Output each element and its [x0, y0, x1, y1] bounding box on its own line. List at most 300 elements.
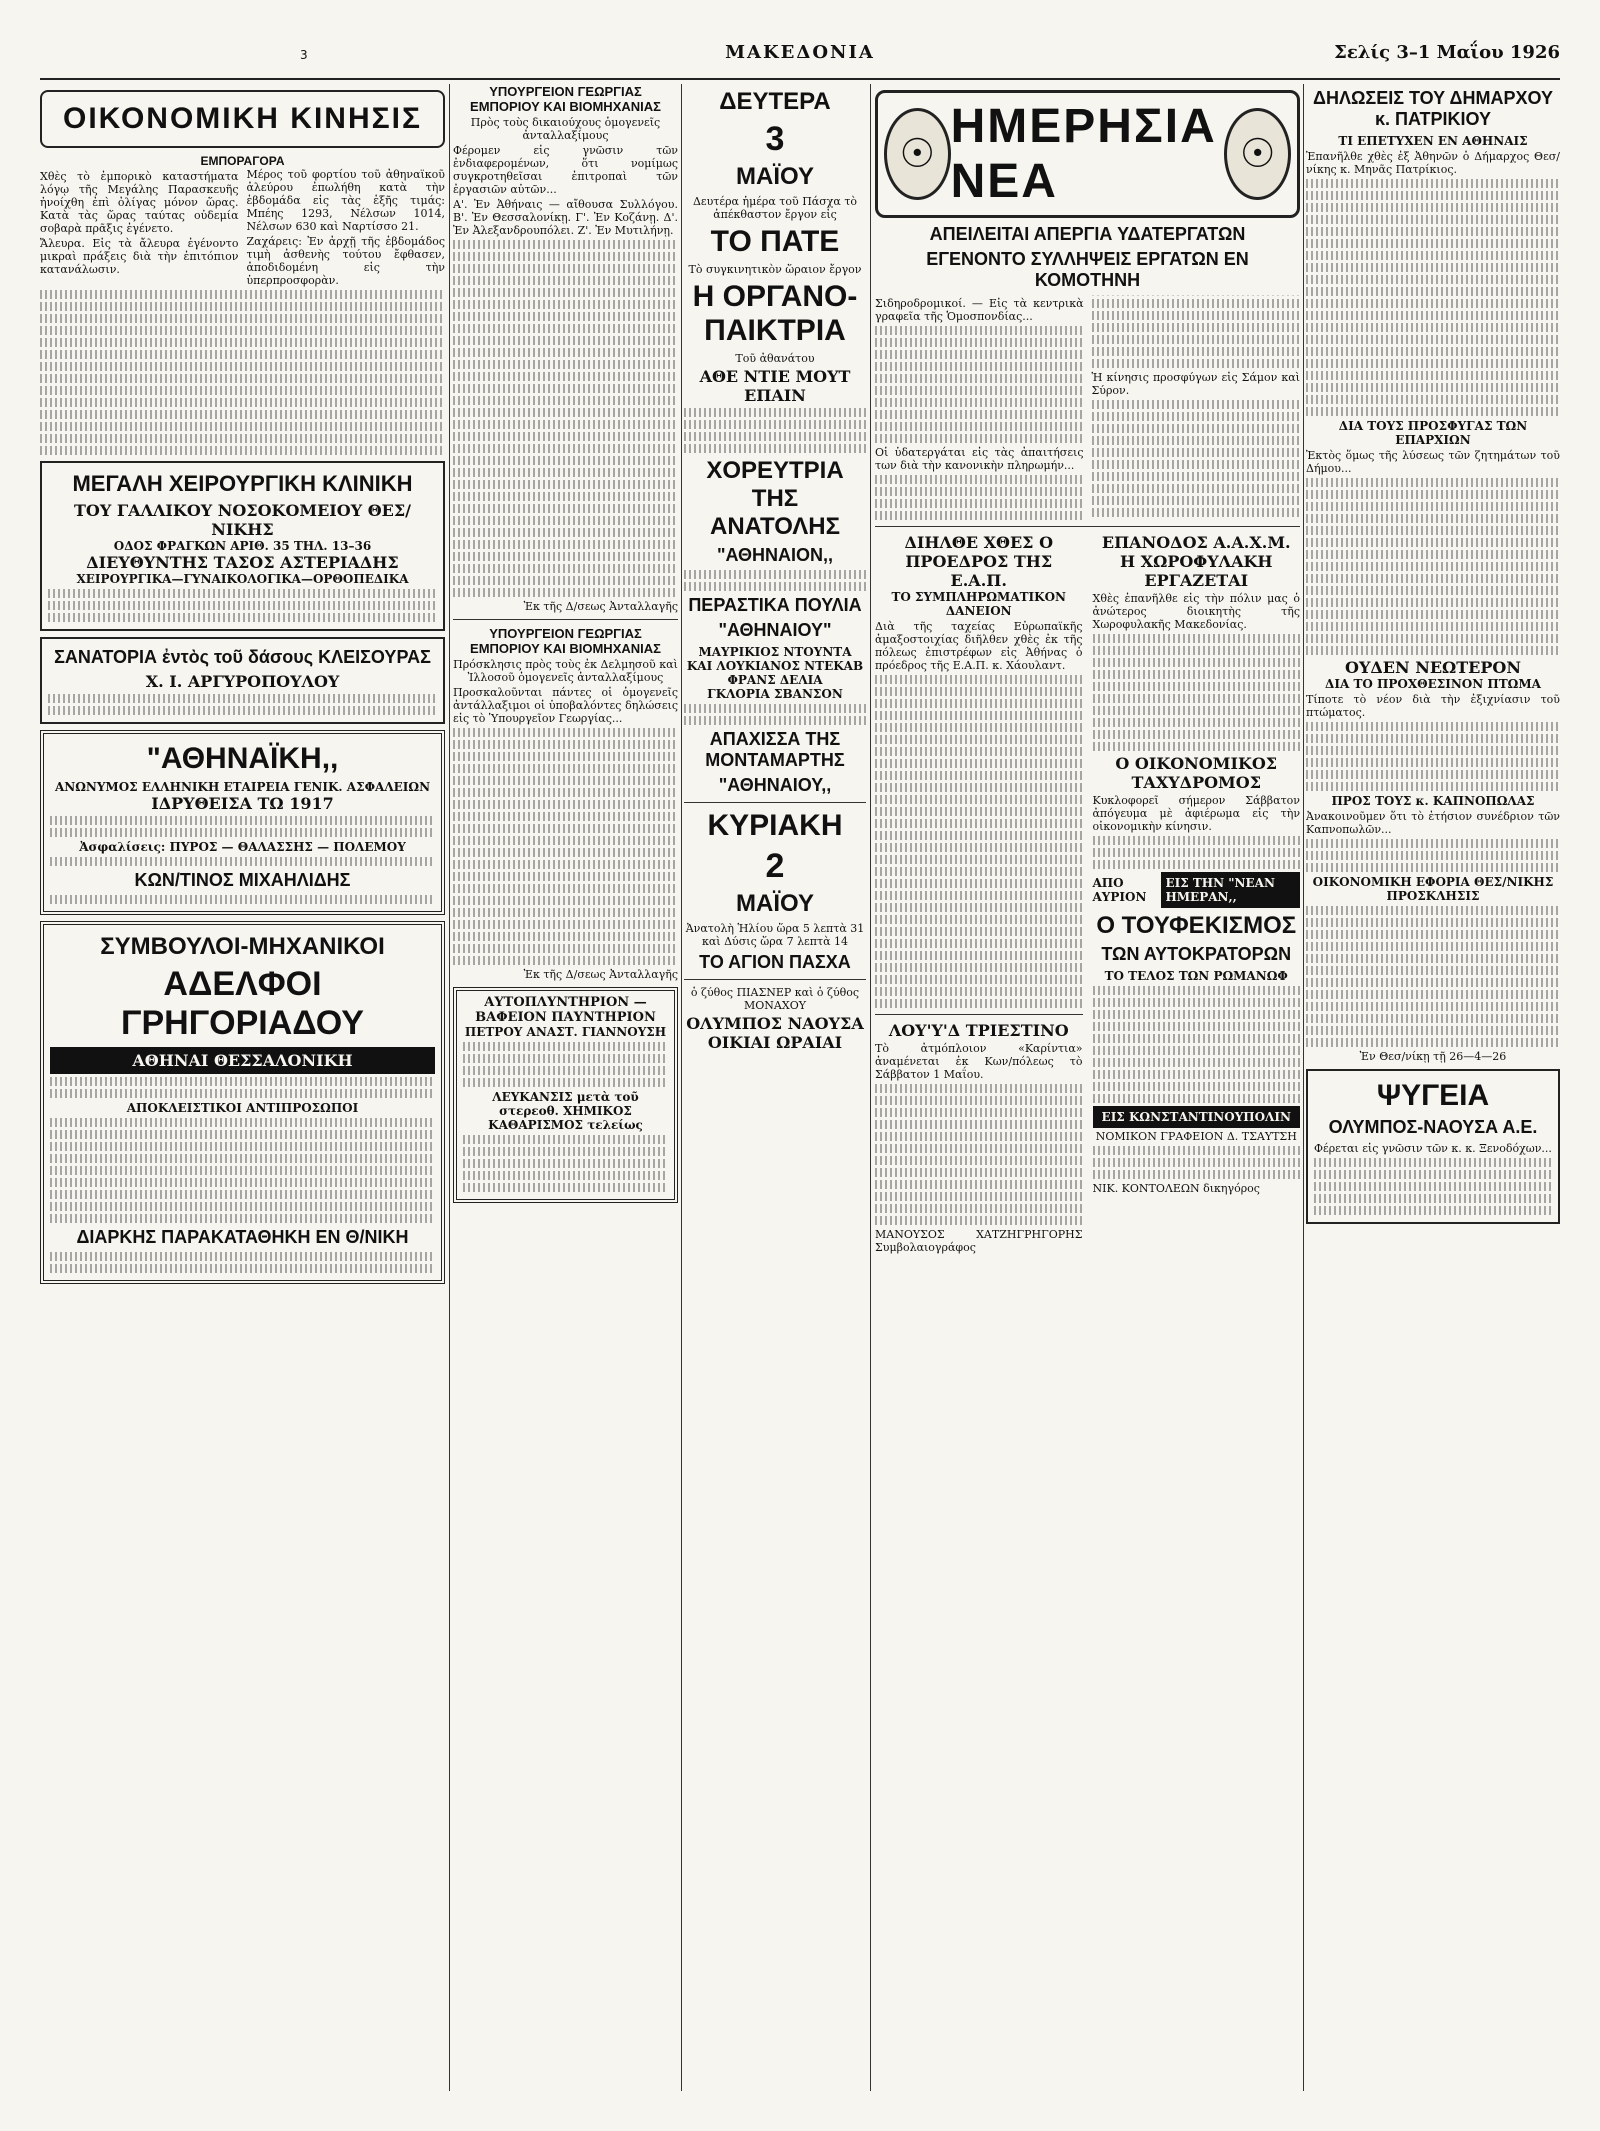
text-line-placeholder	[453, 776, 678, 785]
text-line-placeholder	[1092, 424, 1301, 433]
text-line-placeholder	[1306, 562, 1560, 571]
tobacco-text: Ἀνακοινοῦμεν ὅτι τὸ ἐτήσιον συνέδριον τῶν Καπνοπωλῶν...	[1306, 810, 1560, 836]
text-line-placeholder	[453, 836, 678, 845]
text-line-placeholder	[875, 807, 1083, 816]
film-choreftria: ΧΟΡΕΥΤΡΙΑ ΤΗΣ ΑΝΑΤΟΛΗΣ	[706, 457, 844, 540]
news-text: Οἱ ὑδατεργάται εἰς τὰς ἀπαιτήσεις των διὰ τὴν κανονικὴν πληρωμήν...	[875, 446, 1084, 472]
text-line-placeholder	[875, 350, 1084, 359]
text-line-placeholder	[50, 1166, 435, 1175]
text-line-placeholder	[50, 1130, 435, 1139]
text-line-placeholder	[1093, 1010, 1301, 1019]
text-line-placeholder	[48, 589, 437, 598]
column-rule	[870, 84, 871, 2091]
cinema-text: Δευτέρα ἡμέρα τοῦ Πάσχα τὸ ἀπέκθαστον ἔργον εἰς	[692, 195, 858, 221]
tax-office-subheadline: ΠΡΟΣΚΛΗΣΙΣ	[1386, 889, 1480, 903]
column-rule	[1303, 84, 1304, 2091]
text-line-placeholder	[463, 1171, 668, 1180]
text-line-placeholder	[453, 824, 678, 833]
refugees-headline: ΔΙΑ ΤΟΥΣ ΠΡΟΣΦΥΓΑΣ ΤΩΝ ΕΠΑΡΧΙΩΝ	[1338, 419, 1528, 447]
text-line-placeholder	[50, 1264, 435, 1273]
sanatorium-title: ΣΑΝΑΤΟΡΙΑ ἐντὸς τοῦ δάσους ΚΛΕΙΣΟΥΡΑΣ	[54, 647, 431, 667]
text-line-placeholder	[1093, 658, 1301, 667]
news-headline: ΔΙΗΛΘΕ ΧΘΕΣ Ο ΠΡΟΕΔΡΟΣ ΤΗΣ Ε.Α.Π.	[904, 532, 1053, 590]
text-line-placeholder	[1306, 526, 1560, 535]
text-line-placeholder	[875, 687, 1083, 696]
text-line-placeholder	[40, 338, 445, 347]
text-line-placeholder	[875, 759, 1083, 768]
text-line-placeholder	[453, 764, 678, 773]
text-line-placeholder	[875, 362, 1084, 371]
text-line-placeholder	[1092, 311, 1301, 320]
text-line-placeholder	[1093, 670, 1301, 679]
text-line-placeholder	[1093, 1158, 1301, 1167]
text-line-placeholder	[875, 1204, 1083, 1213]
text-line-placeholder	[875, 939, 1083, 948]
text-line-placeholder	[453, 276, 678, 285]
text-line-placeholder	[1306, 191, 1560, 200]
text-line-placeholder	[1092, 460, 1301, 469]
text-line-placeholder	[40, 326, 445, 335]
text-line-placeholder	[875, 386, 1084, 395]
news-headline: ΛΟΥ'Υ'Δ ΤΡΙΕΣΤΙΝΟ	[888, 1020, 1069, 1040]
text-line-placeholder	[463, 1183, 668, 1192]
text-line-placeholder	[1306, 906, 1560, 915]
clinic-departments: ΧΕΙΡΟΥΡΓΙΚΑ—ΓΥΝΑΙΚΟΛΟΓΙΚΑ—ΟΡΘΟΠΕΔΙΚΑ	[76, 572, 409, 586]
sanatorium-owner: Χ. Ι. ΑΡΓΥΡΟΠΟΥΛΟΥ	[145, 672, 340, 691]
text-line-placeholder	[453, 456, 678, 465]
text-line-placeholder	[875, 1108, 1083, 1117]
text-line-placeholder	[453, 920, 678, 929]
text-line-placeholder	[875, 987, 1083, 996]
text-line-placeholder	[1306, 335, 1560, 344]
fridge-text: Φέρεται εἰς γνῶσιν τῶν κ. κ. Ξενοδόχων...	[1314, 1142, 1552, 1155]
text-line-placeholder	[48, 601, 437, 610]
text-line-placeholder	[875, 487, 1084, 496]
text-line-placeholder	[453, 372, 678, 381]
text-line-placeholder	[453, 264, 678, 273]
text-line-placeholder	[1092, 335, 1301, 344]
laundry-title: ΑΥΤΟΠΛΥΝΤΗΡΙΟΝ — ΒΑΦΕΙΟΝ ΠΑΥΝΤΗΡΙΟΝ	[475, 995, 656, 1025]
text-line-placeholder	[875, 723, 1083, 732]
ministry-signoff-2: Ἐκ τῆς Δ/σεως Ἀνταλλαγῆς	[523, 968, 678, 981]
text-line-placeholder	[453, 740, 678, 749]
text-line-placeholder	[453, 504, 678, 513]
news-headline: ΕΓΕΝΟΝΤΟ ΣΥΛΛΗΨΕΙΣ ΕΡΓΑΤΩΝ ΕΝ ΚΟΜΟΤΗΝΗ	[926, 249, 1249, 290]
paper-name: ΜΑΚΕΔΟΝΙΑ	[725, 42, 875, 63]
text-line-placeholder	[1306, 863, 1560, 872]
text-line-placeholder	[1306, 347, 1560, 356]
text-line-placeholder	[453, 884, 678, 893]
text-line-placeholder	[453, 728, 678, 737]
text-line-placeholder	[1314, 1158, 1552, 1167]
text-line-placeholder	[453, 336, 678, 345]
ministry-text: Α'. Ἐν Ἀθήναις — αἴθουσα Συλλόγου. Β'. Ἐν Θεσσαλονίκῃ. Γ'. Ἐν Κοζάνῃ. Δ'. Ἐν Ἀλεξανδρουπόλει. Ζ'. Ἐν Μυτιλήνῃ.	[453, 198, 678, 237]
text-line-placeholder	[1306, 275, 1560, 284]
text-line-placeholder	[1093, 1022, 1301, 1031]
film-author: ΑΘΕ ΝΤΙΕ ΜΟΥΤ ΕΠΑΙΝ	[699, 367, 851, 405]
text-line-placeholder	[1306, 782, 1560, 791]
text-line-placeholder	[40, 362, 445, 371]
text-line-placeholder	[1092, 347, 1301, 356]
article-text: Χθὲς τὸ ἐμπορικὸ καταστήματα λόγῳ τῆς Μεγάλης Παρασκευῆς ἠνοίχθη ἐπὶ ὀλίγας μόνον ὥρας. Κατὰ τὰς ὥρας ταύτας οὐδεμία σοβαρὰ πρᾶξις ἐγένετο.	[40, 170, 239, 235]
laundry-owner: ΠΕΤΡΟΥ ΑΝΑΣΤ. ΓΙΑΝΝΟΥΣΗ	[464, 1025, 667, 1039]
text-line-placeholder	[40, 386, 445, 395]
masthead	[40, 38, 1560, 80]
text-line-placeholder	[463, 1042, 668, 1051]
text-line-placeholder	[1306, 478, 1560, 487]
text-line-placeholder	[1306, 930, 1560, 939]
text-line-placeholder	[875, 915, 1083, 924]
text-line-placeholder	[40, 374, 445, 383]
text-line-placeholder	[1306, 746, 1560, 755]
text-line-placeholder	[1092, 323, 1301, 332]
text-line-placeholder	[50, 1154, 435, 1163]
text-line-placeholder	[875, 975, 1083, 984]
coin-head-icon: ☉	[884, 108, 951, 200]
text-line-placeholder	[1306, 942, 1560, 951]
text-line-placeholder	[453, 872, 678, 881]
tax-office-date: Ἐν Θεσ/νίκῃ τῇ 26—4—26	[1359, 1050, 1507, 1063]
law-office: ΝΟΜΙΚΟΝ ΓΡΑΦΕΙΟΝ Δ. ΤΣΑΥΤΣΗ	[1095, 1129, 1297, 1143]
film-actors: ΜΑΥΡΙΚΙΟΣ ΝΤΟΥΝΤΑ ΚΑΙ ΛΟΥΚΙΑΝΟΣ ΝΤΕΚΑΒ	[686, 645, 864, 673]
text-line-placeholder	[875, 338, 1084, 347]
text-line-placeholder	[40, 290, 445, 299]
text-line-placeholder	[1306, 407, 1560, 416]
text-line-placeholder	[453, 396, 678, 405]
text-line-placeholder	[453, 788, 678, 797]
ministry-subtitle: Πρὸς τοὺς δικαιούχους ὁμογενεῖς ἀνταλλαξίμους	[470, 116, 661, 142]
cinema-athinaion: "ΑΘΗΝΑΙΟΝ,,	[716, 545, 834, 565]
text-line-placeholder	[875, 1096, 1083, 1105]
film-perastika: ΠΕΡΑΣΤΙΚΑ ΠΟΥΛΙΑ	[688, 595, 862, 615]
column-daily-news	[875, 84, 1300, 2091]
text-line-placeholder	[875, 398, 1084, 407]
engineers-bottom: ΔΙΑΡΚΗΣ ΠΑΡΑΚΑΤΑΘΗΚΗ ΕΝ Θ/ΝΙΚΗ	[76, 1227, 409, 1247]
text-line-placeholder	[453, 576, 678, 585]
text-line-placeholder	[1093, 998, 1301, 1007]
text-line-placeholder	[1306, 622, 1560, 631]
text-line-placeholder	[453, 240, 678, 249]
text-line-placeholder	[875, 326, 1084, 335]
daily-news-title: ΗΜΕΡΗΣΙΑ ΝΕΑ	[950, 100, 1217, 208]
text-line-placeholder	[1093, 1082, 1301, 1091]
text-line-placeholder	[1306, 550, 1560, 559]
text-line-placeholder	[463, 1054, 668, 1063]
text-line-placeholder	[50, 816, 435, 825]
text-line-placeholder	[875, 1168, 1083, 1177]
text-line-placeholder	[50, 1190, 435, 1199]
laundry-service: ΛΕΥΚΑΝΣΙΣ μετὰ τοῦ στερεοθ. ΧΗΜΙΚΟΣ ΚΑΘΑΡΙΣΜΟΣ τελείως	[488, 1090, 643, 1132]
news-left-column	[875, 533, 1083, 1256]
text-line-placeholder	[1093, 730, 1301, 739]
text-line-placeholder	[1093, 860, 1301, 869]
text-line-placeholder	[50, 1252, 435, 1261]
text-line-placeholder	[875, 711, 1083, 720]
brewery-name: ΟΛΥΜΠΟΣ ΝΑΟΥΣΑ	[686, 1014, 864, 1033]
text-line-placeholder	[1306, 990, 1560, 999]
sanatorium-ad	[40, 637, 445, 724]
text-line-placeholder	[684, 704, 866, 713]
text-line-placeholder	[1306, 954, 1560, 963]
text-line-placeholder	[50, 1202, 435, 1211]
text-line-placeholder	[453, 324, 678, 333]
clinic-director: ΔΙΕΥΘΥΝΤΗΣ ΤΑΣΟΣ ΑΣΤΕΡΙΑΔΗΣ	[86, 553, 399, 572]
text-line-placeholder	[875, 1180, 1083, 1189]
clinic-subtitle: ΤΟΥ ΓΑΛΛΙΚΟΥ ΝΟΣΟΚΟΜΕΙΟΥ ΘΕΣ/ΝΙΚΗΣ	[73, 501, 412, 539]
text-line-placeholder	[875, 795, 1083, 804]
text-line-placeholder	[453, 896, 678, 905]
text-line-placeholder	[453, 432, 678, 441]
text-line-placeholder	[40, 350, 445, 359]
text-line-placeholder	[1306, 646, 1560, 655]
text-line-placeholder	[875, 1156, 1083, 1165]
text-line-placeholder	[875, 374, 1084, 383]
engineers-ad	[40, 921, 445, 1284]
text-line-placeholder	[875, 891, 1083, 900]
text-line-placeholder	[875, 879, 1083, 888]
text-line-placeholder	[453, 312, 678, 321]
text-line-placeholder	[1093, 1070, 1301, 1079]
insurance-ad	[40, 730, 445, 915]
text-line-placeholder	[453, 932, 678, 941]
text-line-placeholder	[453, 300, 678, 309]
text-line-placeholder	[1093, 682, 1301, 691]
text-line-placeholder	[1306, 1026, 1560, 1035]
news-text: Κυκλοφορεῖ σήμερον Σάββατον ἀπόγευμα μὲ ἀφιέρωμα εἰς τὴν οἰκονομικὴν κίνησιν.	[1092, 793, 1300, 833]
insurance-title: "ΑΘΗΝΑΪΚΗ,,	[146, 742, 339, 775]
text-line-placeholder	[1306, 287, 1560, 296]
text-line-placeholder	[1306, 371, 1560, 380]
text-line-placeholder	[684, 716, 866, 725]
daily-news-banner	[875, 90, 1300, 218]
text-line-placeholder	[1306, 978, 1560, 987]
text-line-placeholder	[875, 422, 1084, 431]
news-headline: ΕΙΣ ΤΗΝ "ΝΕΑΝ ΗΜΕΡΑΝ,,	[1161, 872, 1300, 908]
news-headline: ΑΠΕΙΛΕΙΤΑΙ ΑΠΕΡΓΙΑ ΥΔΑΤΕΡΓΑΤΩΝ	[929, 224, 1246, 244]
text-line-placeholder	[453, 800, 678, 809]
news-text: Τὸ ἀτμόπλοιον «Καρίντια» ἀναμένεται ἐκ Κων/πόλεως τὸ Σάββατον 1 Μαΐου.	[875, 1041, 1083, 1081]
text-line-placeholder	[1314, 1182, 1552, 1191]
text-line-placeholder	[1306, 538, 1560, 547]
corpse-text: Τίποτε τὸ νέον διὰ τὴν ἐξιχνίασιν τοῦ πτώματος.	[1306, 693, 1560, 719]
text-line-placeholder	[875, 475, 1084, 484]
text-line-placeholder	[453, 288, 678, 297]
page-number: 3	[300, 48, 308, 62]
clinic-title: ΜΕΓΑΛΗ ΧΕΙΡΟΥΡΓΙΚΗ ΚΛΙΝΙΚΗ	[72, 471, 413, 496]
insurance-agent: ΚΩΝ/ΤΙΝΟΣ ΜΙΧΑΗΛΙΔΗΣ	[134, 870, 351, 890]
text-line-placeholder	[453, 444, 678, 453]
refugees-text: Ἐκτὸς ὅμως τῆς λύσεως τῶν ζητημάτων τοῦ Δήμου...	[1306, 449, 1560, 475]
text-line-placeholder	[453, 908, 678, 917]
insurance-founded: ΙΔΡΥΘΕΙΣΑ ΤΩ 1917	[151, 794, 334, 813]
news-subheadline: ΤΟ ΣΥΜΠΛΗΡΩΜΑΤΙΚΟΝ ΔΑΝΕΙΟΝ	[891, 589, 1067, 618]
cinema-athinaiou-2: "ΑΘΗΝΑΙΟΥ,,	[718, 775, 832, 795]
text-line-placeholder	[453, 252, 678, 261]
text-line-placeholder	[453, 552, 678, 561]
text-line-placeholder	[684, 432, 866, 441]
sunrise-text: Ἀνατολὴ Ἡλίου ὥρα 5 λεπτὰ 31 καὶ Δύσις ὥρα 7 λεπτὰ 14	[685, 922, 865, 948]
text-line-placeholder	[463, 1147, 668, 1156]
text-line-placeholder	[463, 1078, 668, 1087]
fridge-ad	[1306, 1069, 1560, 1224]
text-line-placeholder	[453, 540, 678, 549]
text-line-placeholder	[1306, 179, 1560, 188]
text-line-placeholder	[1092, 472, 1301, 481]
mayor-subheadline: ΤΙ ΕΠΕΤΥΧΕΝ ΕΝ ΑΘΗΝΑΙΣ	[1338, 134, 1528, 148]
laundry-ad	[453, 987, 678, 1203]
text-line-placeholder	[463, 1066, 668, 1075]
fridge-company: ΟΛΥΜΠΟΣ-ΝΑΟΥΣΑ Α.Ε.	[1328, 1117, 1538, 1137]
tobacco-headline: ΠΡΟΣ ΤΟΥΣ κ. ΚΑΠΝΟΠΩΛΑΣ	[1331, 794, 1535, 808]
film-actor: ΦΡΑΝΣ ΔΕΛΙΑ	[727, 673, 823, 687]
text-line-placeholder	[875, 499, 1084, 508]
text-line-placeholder	[1306, 514, 1560, 523]
engineers-reps: ΑΠΟΚΛΕΙΣΤΙΚΟΙ ΑΝΤΙΠΡΟΣΩΠΟΙ	[126, 1101, 359, 1115]
section-heading: ΕΜΠΟΡΑΓΟΡΑ	[200, 154, 285, 168]
text-line-placeholder	[1306, 227, 1560, 236]
text-line-placeholder	[1093, 1170, 1301, 1179]
calendar-month-2: ΜΑΪΟΥ	[736, 890, 814, 917]
news-headline: ΕΠΑΝΟΔΟΣ Α.Α.Χ.Μ.	[1101, 532, 1291, 552]
text-line-placeholder	[1092, 412, 1301, 421]
news-text: Χθὲς ἐπανῆλθε εἰς τὴν πόλιν μας ὁ ἀνώτερος διοικητὴς τῆς Χωροφυλακῆς Μακεδονίας.	[1092, 591, 1300, 631]
text-line-placeholder	[50, 1118, 435, 1127]
text-line-placeholder	[1306, 634, 1560, 643]
corpse-subheadline: ΔΙΑ ΤΟ ΠΡΟΧΘΕΣΙΝΟΝ ΠΤΩΜΑ	[1325, 677, 1541, 691]
text-line-placeholder	[1093, 1058, 1301, 1067]
text-line-placeholder	[1093, 836, 1301, 845]
text-line-placeholder	[1092, 299, 1301, 308]
ministry-text-2: Προσκαλοῦνται πάντες οἱ ὁμογενεῖς ἀντάλλαξιμοι οἱ ὑποβαλόντες δηλώσεις εἰς τὸ Ὑπουργεῖον Γεωργίας...	[453, 686, 678, 725]
text-line-placeholder	[875, 1216, 1083, 1225]
text-line-placeholder	[1306, 263, 1560, 272]
text-line-placeholder	[1306, 311, 1560, 320]
engineers-top: ΣΥΜΒΟΥΛΟΙ-ΜΗΧΑΝΙΚΟΙ	[100, 933, 385, 960]
text-line-placeholder	[875, 747, 1083, 756]
text-line-placeholder	[1092, 484, 1301, 493]
text-line-placeholder	[48, 706, 437, 715]
text-line-placeholder	[875, 951, 1083, 960]
text-line-placeholder	[50, 857, 435, 866]
article-text: Ζαχάρεις: Ἐν ἀρχῇ τῆς ἑβδομάδος τιμὴ ἀσθενὴς τούτου ἔφθασεν, ἀποδιδομένη εἰς τὴν ὑπερπροσφορὰν.	[246, 235, 445, 287]
feature-title: Ο ΤΟΥΦΕΚΙΣΜΟΣ	[1096, 911, 1297, 939]
cinema-day-1: ΔΕΥΤΕΡΑ	[719, 88, 831, 115]
insurance-types: Ἀσφαλίσεις: ΠΥΡΟΣ — ΘΑΛΑΣΣΗΣ — ΠΟΛΕΜΟΥ	[79, 840, 406, 854]
column-rule	[449, 84, 450, 2091]
engineers-cities: ΑΘΗΝΑΙ ΘΕΣΣΑΛΟΝΙΚΗ	[50, 1047, 435, 1074]
text-line-placeholder	[40, 410, 445, 419]
text-line-placeholder	[1093, 986, 1301, 995]
text-line-placeholder	[453, 528, 678, 537]
column-municipal	[1306, 84, 1560, 2091]
text-line-placeholder	[453, 564, 678, 573]
text-line-placeholder	[463, 1135, 668, 1144]
ministry-title-2: ΥΠΟΥΡΓΕΙΟΝ ΓΕΩΡΓΙΑΣ ΕΜΠΟΡΙΟΥ ΚΑΙ ΒΙΟΜΗΧΑΝΙΑΣ	[470, 626, 661, 656]
text-line-placeholder	[453, 812, 678, 821]
text-line-placeholder	[875, 843, 1083, 852]
holiday-name: ΤΟ ΑΓΙΟΝ ΠΑΣΧΑ	[699, 952, 851, 972]
text-line-placeholder	[453, 348, 678, 357]
text-line-placeholder	[1306, 918, 1560, 927]
column-rule	[681, 84, 682, 2091]
text-line-placeholder	[50, 1077, 435, 1086]
cinema-month-1: ΜΑΪΟΥ	[736, 163, 814, 190]
text-line-placeholder	[1306, 383, 1560, 392]
text-line-placeholder	[1092, 508, 1301, 517]
text-line-placeholder	[463, 1159, 668, 1168]
text-line-placeholder	[50, 1178, 435, 1187]
news-text: Ἡ κίνησις προσφύγων εἰς Σάμον καὶ Σύρον.	[1091, 370, 1300, 397]
text-line-placeholder	[1093, 694, 1301, 703]
news-subheadline: Η ΧΩΡΟΦΥΛΑΚΗ ΕΡΓΑΖΕΤΑΙ	[1119, 551, 1273, 590]
text-line-placeholder	[50, 1089, 435, 1098]
wines-ad: ΟΙΚΙΑΙ ΩΡΑΙΑΙ	[707, 1033, 843, 1052]
economic-title: ΟΙΚΟΝΟΜΙΚΗ ΚΙΝΗΣΙΣ	[63, 102, 422, 135]
text-line-placeholder	[453, 420, 678, 429]
ministry-signoff: Ἐκ τῆς Δ/σεως Ἀνταλλαγῆς	[523, 600, 678, 613]
text-line-placeholder	[453, 944, 678, 953]
text-line-placeholder	[1306, 734, 1560, 743]
film-apachissa: ΑΠΑΧΙΣΣΑ ΤΗΣ ΜΟΝΤΑΜΑΡΤΗΣ	[705, 729, 845, 770]
notary-text: ΜΑΝΟΥΣΟΣ ΧΑΤΖΗΓΡΗΓΟΡΗΣ Συμβολαιογράφος	[875, 1227, 1083, 1254]
text-line-placeholder	[453, 492, 678, 501]
text-line-placeholder	[50, 1142, 435, 1151]
text-line-placeholder	[1306, 323, 1560, 332]
text-line-placeholder	[875, 783, 1083, 792]
text-line-placeholder	[1306, 722, 1560, 731]
news-right-column	[1093, 533, 1301, 1256]
calendar-date-2: 2	[765, 847, 785, 885]
text-line-placeholder	[453, 956, 678, 965]
text-line-placeholder	[50, 895, 435, 904]
column-cinema	[684, 84, 866, 2091]
text-line-placeholder	[875, 735, 1083, 744]
text-line-placeholder	[48, 613, 437, 622]
corpse-headline: ΟΥΔΕΝ ΝΕΩΤΕΡΟΝ	[1345, 658, 1521, 677]
text-line-placeholder	[875, 867, 1083, 876]
text-line-placeholder	[1093, 706, 1301, 715]
insurance-subtitle: ΑΝΩΝΥΜΟΣ ΕΛΛΗΝΙΚΗ ΕΤΑΙΡΕΙΑ ΓΕΝΙΚ. ΑΣΦΑΛΕΙΩΝ	[54, 780, 431, 794]
text-line-placeholder	[875, 963, 1083, 972]
text-line-placeholder	[1093, 848, 1301, 857]
cinema-date-1: 3	[765, 120, 785, 158]
text-line-placeholder	[1306, 203, 1560, 212]
text-line-placeholder	[40, 302, 445, 311]
lawyer-text: ΝΙΚ. ΚΟΝΤΟΛΕΩΝ δικηγόρος	[1092, 1181, 1260, 1195]
text-line-placeholder	[1306, 395, 1560, 404]
ministry-text: Φέρομεν εἰς γνῶσιν τῶν ἐνδιαφερομένων, ὅτι νομίμως συγκροτηθεῖσαι ἐπιτροπαὶ τῶν ἐργασιῶν αὐτῶν...	[453, 144, 678, 196]
text-line-placeholder	[1306, 770, 1560, 779]
tax-office-headline: ΟΙΚΟΝΟΜΙΚΗ ΕΦΟΡΙΑ ΘΕΣ/ΝΙΚΗΣ	[1312, 875, 1554, 889]
text-line-placeholder	[1306, 586, 1560, 595]
text-line-placeholder	[875, 1132, 1083, 1141]
text-line-placeholder	[875, 831, 1083, 840]
text-line-placeholder	[453, 384, 678, 393]
text-line-placeholder	[453, 480, 678, 489]
text-line-placeholder	[1306, 251, 1560, 260]
text-line-placeholder	[875, 819, 1083, 828]
text-line-placeholder	[40, 434, 445, 443]
text-line-placeholder	[1093, 1094, 1301, 1103]
text-line-placeholder	[684, 570, 866, 579]
text-line-placeholder	[1093, 742, 1301, 751]
text-line-placeholder	[1092, 436, 1301, 445]
column-economic	[40, 84, 445, 2091]
text-line-placeholder	[1314, 1206, 1552, 1215]
economic-title-box	[40, 90, 445, 148]
cinema-text: Τοῦ ἀθανάτου	[735, 352, 815, 365]
text-line-placeholder	[1306, 490, 1560, 499]
